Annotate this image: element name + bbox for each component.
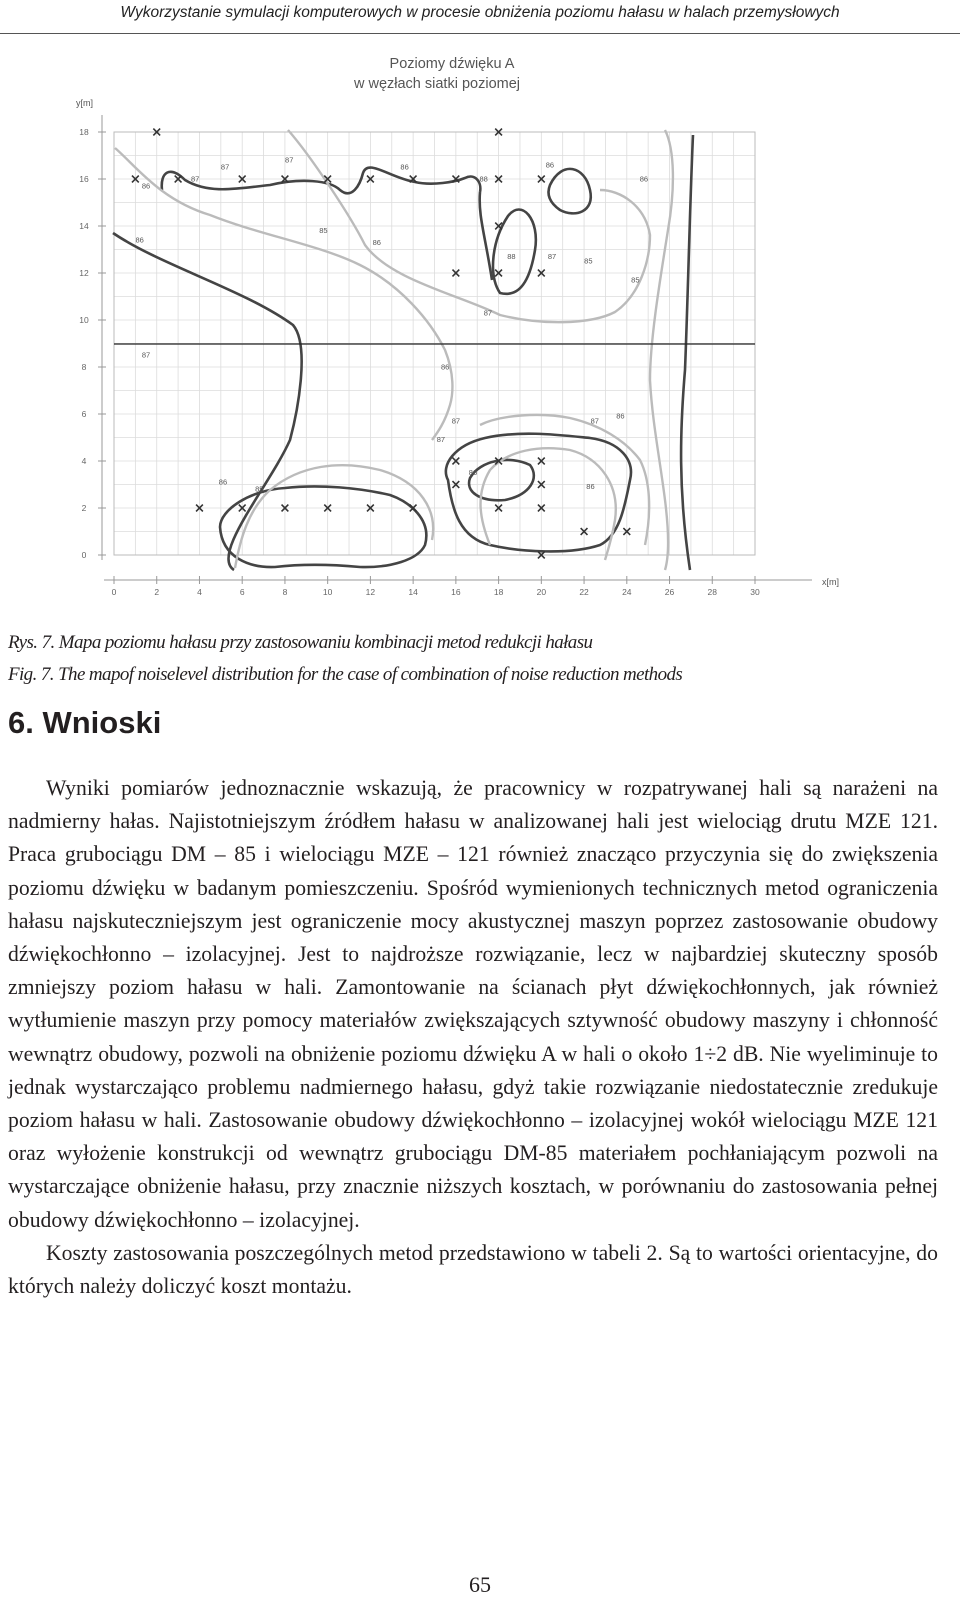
contour-value-label: 87 <box>141 350 151 360</box>
contour-value-label: 86 <box>441 362 450 372</box>
y-axis-label: y[m] <box>76 98 93 108</box>
contour-chart <box>60 40 860 620</box>
contour-value-label: 87 <box>436 435 446 445</box>
y-tick-label: 2 <box>81 503 87 513</box>
contour-value-label: 85 <box>255 484 264 494</box>
contour-value-label: 87 <box>483 308 493 318</box>
contour-value-label: 86 <box>400 162 409 172</box>
x-axis-label: x[m] <box>822 577 839 587</box>
x-tick-label: 6 <box>239 587 245 597</box>
y-tick-label: 8 <box>81 362 87 372</box>
x-tick-label: 24 <box>622 587 632 597</box>
contour-value-label: 86 <box>616 411 625 421</box>
contour-value-label: 86 <box>372 237 381 247</box>
contour-value-label: 87 <box>590 416 599 426</box>
x-tick-label: 0 <box>111 587 117 597</box>
chart-title-line1: Poziomy dźwięku A <box>389 56 515 72</box>
x-tick-label: 4 <box>197 587 202 597</box>
contour-value-label: 86 <box>135 235 144 245</box>
contour-value-label: 86 <box>586 482 595 492</box>
figure-caption-english: Fig. 7. The mapof noiselevel distribution for the case of combination of noise reduction methods <box>8 664 683 685</box>
x-tick-label: 12 <box>365 587 376 597</box>
y-tick-label: 18 <box>79 127 89 137</box>
contour-value-label: 85 <box>584 256 593 266</box>
body-paragraph: Koszty zastosowania poszczególnych metod przedstawiono w tabeli 2. Są to wartości orientacyjne, do których należy doliczyć koszt montażu. <box>8 1240 938 1299</box>
y-tick-label: 12 <box>79 268 89 278</box>
x-tick-label: 26 <box>664 587 675 597</box>
running-header: Wykorzystanie symulacji komputerowych w procesie obniżenia poziomu hałasu w halach przemysłowych <box>0 0 960 34</box>
x-tick-label: 22 <box>579 587 589 597</box>
page-number: 65 <box>469 1572 491 1597</box>
x-tick-label: 16 <box>451 587 461 597</box>
chart-background <box>60 40 860 620</box>
x-tick-label: 8 <box>282 587 288 597</box>
body-text <box>8 772 938 1303</box>
contour-value-label: 88 <box>479 174 488 184</box>
figure-caption-polish: Rys. 7. Mapa poziomu hałasu przy zastosowaniu kombinacji metod redukcji hałasu <box>8 632 593 653</box>
contour-value-label: 86 <box>218 477 228 487</box>
y-tick-label: 14 <box>79 221 89 231</box>
x-tick-label: 30 <box>750 587 760 597</box>
noise-contour-figure <box>60 40 860 620</box>
contour-value-label: 87 <box>220 162 230 172</box>
contour-value-label: 87 <box>191 174 200 184</box>
y-tick-label: 10 <box>79 315 89 325</box>
section-heading: 6. Wnioski <box>8 705 162 740</box>
chart-title-line2: w węzłach siatki poziomej <box>353 76 521 92</box>
contour-value-label: 85 <box>631 275 640 285</box>
body-paragraph: Wyniki pomiarów jednoznacznie wskazują, że pracownicy w rozpatrywanej hali są narażeni na nadmierny hałas. Najistotniejszym źródłem hałasu w analizowanej hali jest wielociąg drutu MZE 121. Praca grubociągu DM – 85 i wielociągu MZE – 121 również znacząco przyczynia się do zwiększenia poziomu dźwięku w badanym pomieszczeniu. Spośród wymienionych technicznych metod ograniczenia hałasu najskuteczniejszym jest ograniczenie mocy akustycznej maszyn poprzez zastosowanie obudowy dźwiękochłonno – izolacyjnej. Jest to najdroższe rozwiązanie, lecz w najbardziej skuteczny sposób zmniejszy poziom hałasu w hali. Zamontowanie na ścianach płyt dźwiękochłonnych, jak również wytłumienie maszyn przy pomocy materiałów zwiększających sztywność obudowy maszyny i chłonność wewnątrz obudowy, pozwoli na obniżenie poziomu dźwięku A w hali o około 1÷2 dB. Nie wyeliminuje to jednak wystarczająco problemu nadmiernego hałasu, gdyż takie rozwiązanie niedostatecznie zredukuje poziom hałasu w hali. Zastosowanie obudowy dźwiękochłonno – izolacyjnej wokół wielociągu MZE 121 oraz wyłożenie konstrukcji od wewnątrz grubociągu DM-85 materiałem pochłaniającym pozwoli na wystarczające obniżenie hałasu, przy znacznie niższych kosztach, w porównaniu do zastosowania pełnej obudowy dźwiękochłonno – izolacyjnej. <box>8 776 938 1232</box>
x-tick-label: 20 <box>536 587 547 597</box>
contour-value-label: 87 <box>285 155 294 165</box>
x-tick-label: 18 <box>493 587 504 597</box>
contour-value-label: 86 <box>639 174 649 184</box>
x-tick-label: 14 <box>408 587 418 597</box>
x-tick-label: 10 <box>322 587 333 597</box>
contour-value-label: 88 <box>507 251 516 261</box>
contour-value-label: 86 <box>141 181 151 191</box>
y-tick-label: 6 <box>81 409 87 419</box>
contour-value-label: 86 <box>545 160 555 170</box>
contour-value-label: 85 <box>319 226 328 236</box>
x-tick-label: 2 <box>154 587 160 597</box>
contour-value-label: 87 <box>451 416 461 426</box>
y-tick-label: 16 <box>79 174 89 184</box>
contour-value-label: 87 <box>547 251 557 261</box>
y-tick-label: 4 <box>81 456 87 466</box>
y-tick-label: 0 <box>81 550 87 560</box>
x-tick-label: 28 <box>707 587 718 597</box>
contour-value-label: 86 <box>468 468 478 478</box>
